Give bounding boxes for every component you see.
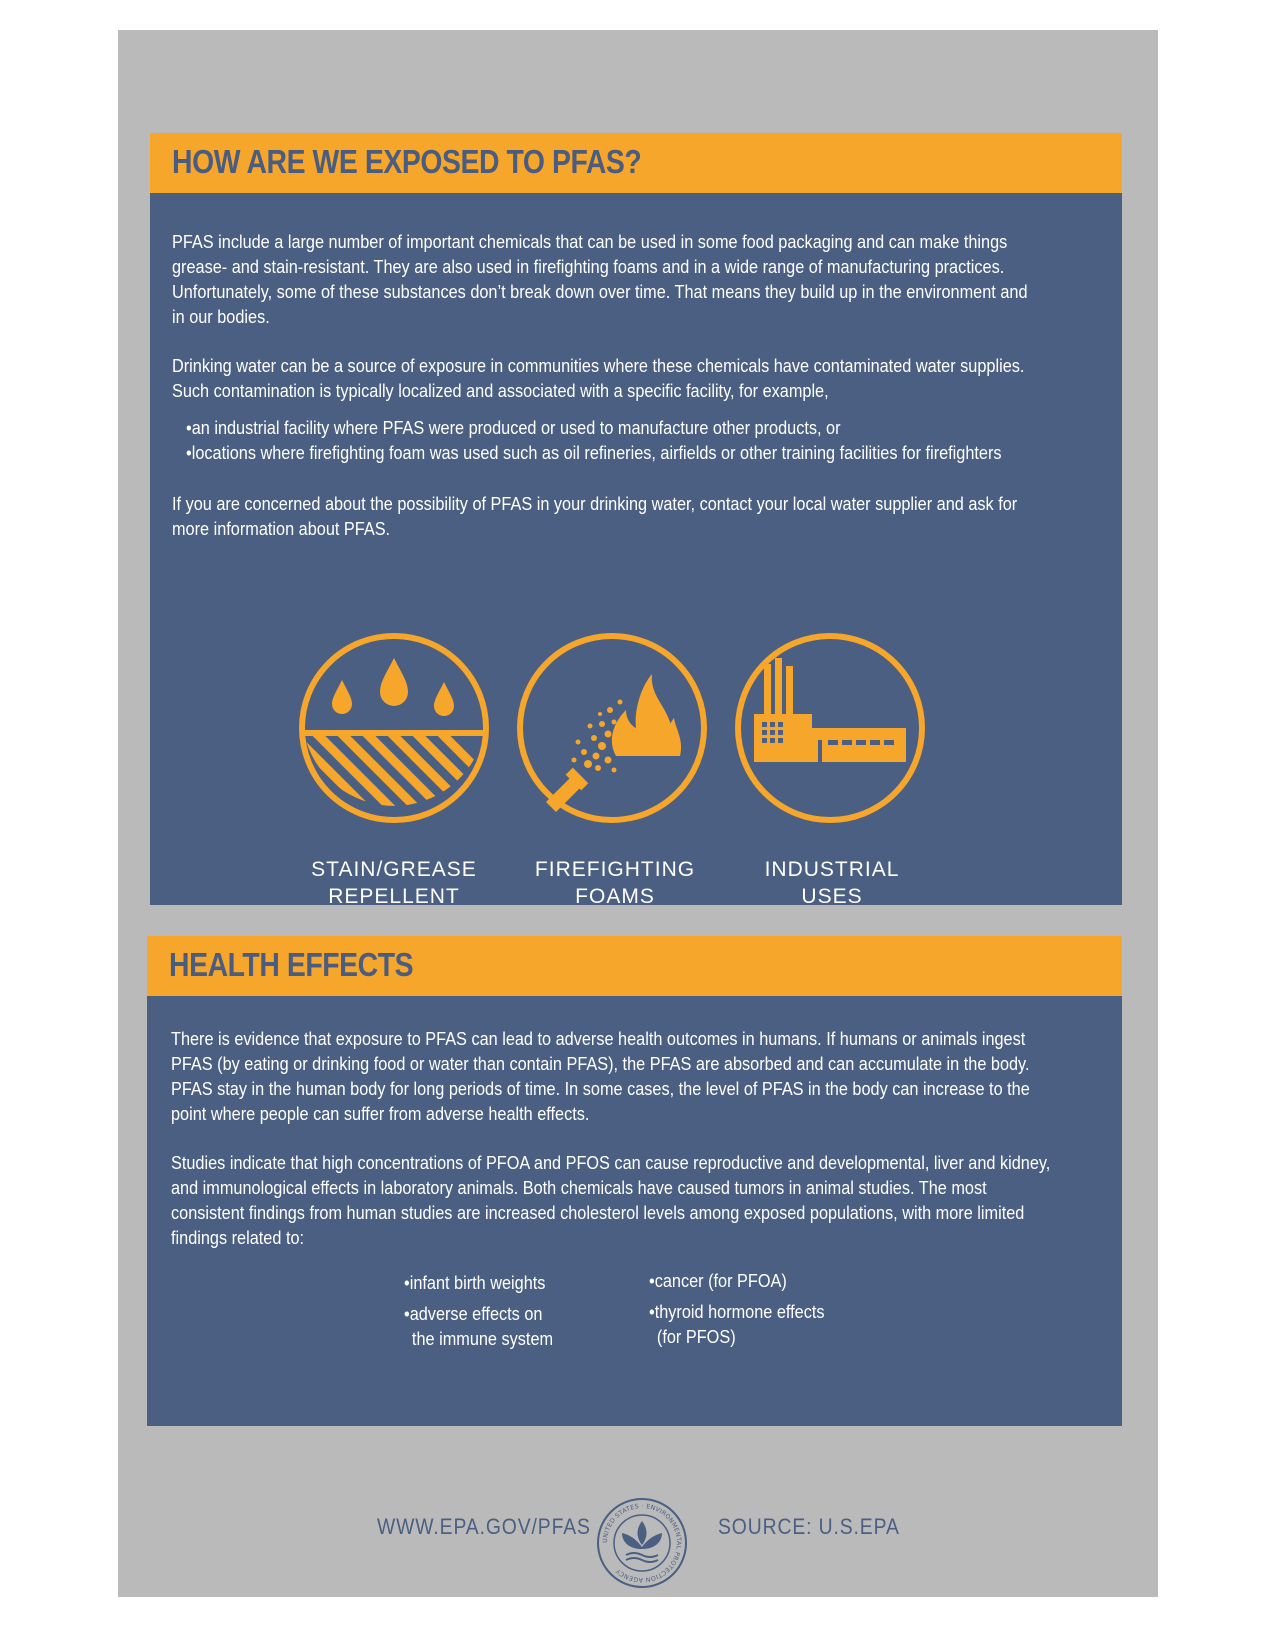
- exposure-paragraph-3: If you are concerned about the possibility of PFAS in your drinking water, contact your local water supplier and ask for more information about PFAS.: [172, 493, 1018, 539]
- health-paragraph-2: Studies indicate that high concentrations of PFOA and PFOS can cause reproductive and developmental, liver and kidney, and immunological effects in laboratory animals. Both chemicals have caused tumors in animal studies. The most consistent findings from human studies are increased cholesterol levels among exposed populations, with more limited findings related to:: [171, 1152, 1051, 1248]
- source-label: SOURCE: U.S.EPA: [718, 1514, 900, 1539]
- caption-line: REPELLENT: [328, 885, 460, 908]
- bullet-line: the immune system: [411, 1328, 554, 1349]
- section-title-health: HEALTH EFFECTS: [169, 946, 414, 983]
- exposure-paragraph-1: PFAS include a large number of important chemicals that can be used in some food packaging and can make things grease- and stain-resistant. They are also used in firefighting foams and in a wide range of manufacturing practices. Unfortunately, some of these substances don’t break down over time. That means they build up in the environment and in our bodies.: [172, 231, 1028, 327]
- caption-line: FOAMS: [575, 885, 655, 908]
- health-bullet-right: [649, 1299, 825, 1349]
- caption-line: USES: [801, 885, 863, 908]
- icon-caption: [505, 856, 725, 910]
- exposure-bullet: •an industrial facility where PFAS were produced or used to manufacture other products, or: [186, 417, 841, 438]
- section-header-exposure: [150, 133, 1122, 193]
- bullet-line: •cancer (for PFOA): [649, 1270, 787, 1291]
- firefighting-foam-icon: [514, 630, 710, 826]
- caption-line: STAIN/GREASE: [311, 858, 477, 881]
- health-paragraph-1: There is evidence that exposure to PFAS can lead to adverse health outcomes in humans. If humans or animals ingest PFAS (by eating or drinking food or water than contain PFAS), the PFAS are absorbed and can accumulate in the body. PFAS stay in the human body for long periods of time. In some cases, the level of PFAS in the body can increase to the point where people can suffer from adverse health effects.: [171, 1028, 1030, 1124]
- bullet-line: •infant birth weights: [404, 1272, 546, 1293]
- epa-seal-icon: [596, 1497, 688, 1589]
- icon-caption: [284, 856, 504, 910]
- icon-caption: [722, 856, 942, 910]
- section-header-health: [147, 936, 1122, 996]
- health-bullet-right: [649, 1268, 787, 1293]
- health-bullet-left: [404, 1301, 553, 1351]
- factory-icon: [732, 630, 928, 826]
- section-title-exposure: HOW ARE WE EXPOSED TO PFAS?: [172, 143, 642, 180]
- bullet-line: (for PFOS): [656, 1326, 736, 1347]
- caption-line: FIREFIGHTING: [534, 858, 696, 881]
- stain-grease-repellent-icon: [296, 630, 492, 826]
- exposure-bullet: •locations where firefighting foam was used such as oil refineries, airfields or other training facilities for firefighters: [186, 442, 1002, 463]
- bullet-line: •thyroid hormone effects: [649, 1301, 825, 1322]
- website-link[interactable]: WWW.EPA.GOV/PFAS: [377, 1514, 591, 1539]
- exposure-panel: [150, 193, 1122, 908]
- exposure-paragraph-2: Drinking water can be a source of exposure in communities where these chemicals have contaminated water supplies. Such contamination is typically localized and associated with a specific facility, for example,: [172, 355, 1025, 401]
- bullet-line: •adverse effects on: [404, 1303, 543, 1324]
- seal-text: UNITED STATES · ENVIRONMENTAL PROTECTION AGENCY: [601, 1502, 683, 1584]
- caption-line: INDUSTRIAL: [764, 858, 900, 881]
- health-panel: [147, 996, 1122, 1426]
- poster: [118, 30, 1158, 1597]
- health-bullet-left: [404, 1270, 545, 1295]
